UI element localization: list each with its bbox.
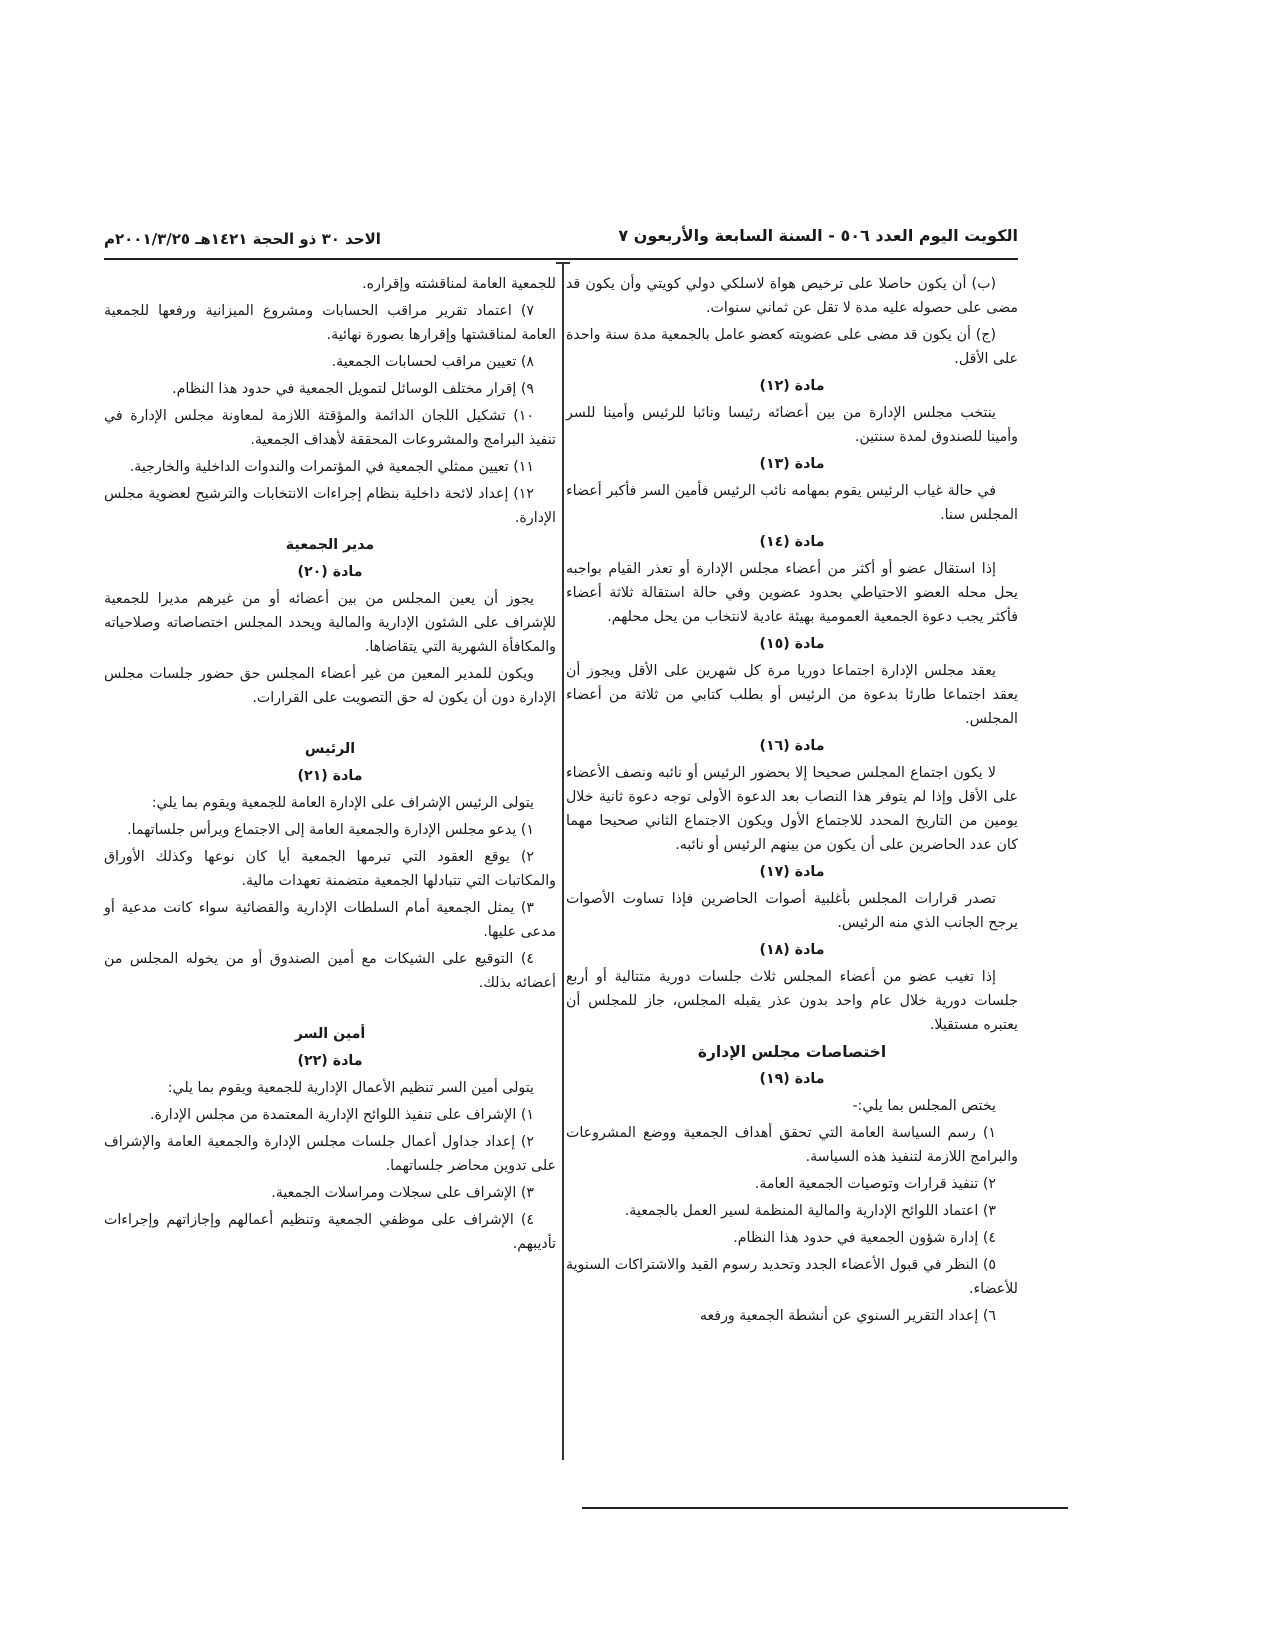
paragraph: ١٠) تشكيل اللجان الدائمة والمؤقتة اللازمة لمعاونة مجلس الإدارة في تنفيذ البرامج والمشروعات المحققة لأهداف الجمعية.: [104, 408, 556, 448]
paragraph: (ج) أن يكون قد مضى على عضويته كعضو عامل بالجمعية مدة سنة واحدة على الأقل.: [566, 327, 1018, 367]
paragraph: لا يكون اجتماع المجلس صحيحا إلا بحضور الرئيس أو نائبه ونصف الأعضاء على الأقل وإذا لم يتوفر هذا النصاب بعد الدعوة الأولى توجه دعوة ثانية خلال يومين من التاريخ المحدد للاجتماع الأول ويكون الاجتماع الثاني صحيحا مهما كان عدد الحاضرين على أن يكون من بينهم الرئيس أو نائبه.: [566, 765, 1018, 853]
left-column: [104, 272, 556, 1259]
paragraph: تصدر قرارات المجلس بأغلبية أصوات الحاضرين فإذا تساوت الأصوات يرجح الجانب الذي منه الرئيس.: [566, 891, 1018, 931]
paragraph: ٨) تعيين مراقب لحسابات الجمعية.: [331, 354, 534, 370]
section-heading: مدير الجمعية: [285, 537, 375, 553]
paragraph: ٥) النظر في قبول الأعضاء الجدد وتحديد رسوم القيد والاشتراكات السنوية للأعضاء.: [566, 1257, 1018, 1297]
paragraph: إذا استقال عضو أو أكثر من أعضاء مجلس الإدارة أو تعذر القيام بواجبه يحل محله العضو الاحتياطي بحدود عضوين وفي حالة استقالة ثلاثة أعضاء فأكثر يجب دعوة الجمعية العمومية بهيئة عادية لانتخاب من يحل محلهم.: [566, 561, 1018, 625]
section-heading: اختصاصات مجلس الإدارة: [697, 1043, 887, 1061]
section-heading: مادة (١٣): [759, 456, 825, 472]
paragraph: للجمعية العامة لمناقشته وإقراره.: [362, 276, 556, 292]
right-column: [566, 272, 1018, 1331]
paragraph: ٩) إقرار مختلف الوسائل لتمويل الجمعية في حدود هذا النظام.: [172, 381, 534, 397]
section-heading: مادة (١٩): [759, 1071, 825, 1087]
page-header: [104, 222, 1018, 260]
paragraph: يتولى الرئيس الإشراف على الإدارة العامة للجمعية ويقوم بما يلي:: [151, 795, 534, 811]
paragraph: ٦) إعداد التقرير السنوي عن أنشطة الجمعية ورفعه: [699, 1308, 996, 1324]
paragraph: ٣) يمثل الجمعية أمام السلطات الإدارية والقضائية سواء كانت مدعية أو مدعى عليها.: [104, 900, 556, 940]
paragraph: ٣) الإشراف على سجلات ومراسلات الجمعية.: [271, 1185, 534, 1201]
column-divider-tick: [556, 262, 570, 264]
paragraph: يعقد مجلس الإدارة اجتماعا دوريا مرة كل شهرين على الأقل ويجوز أن يعقد اجتماعا طارئا بدعوة من الرئيس أو بطلب كتابي من ثلاثة من أعضاء المجلس.: [566, 663, 1018, 727]
paragraph: إذا تغيب عضو من أعضاء المجلس ثلاث جلسات دورية متتالية أو أربع جلسات دورية خلال عام واحد بدون عذر يقبله المجلس، جاز للمجلس أن يعتبره مستقيلا.: [566, 969, 1018, 1033]
spacer: [104, 998, 556, 1020]
paragraph: ٧) اعتماد تقرير مراقب الحسابات ومشروع الميزانية ورفعها للجمعية العامة لمناقشتها وإقرارها بصورة نهائية.: [104, 303, 556, 343]
paragraph: يجوز أن يعين المجلس من بين أعضائه أو من غيرهم مديرا للجمعية للإشراف على الشئون الإدارية والمالية ويحدد المجلس اختصاصاته وصلاحياته والمكافأة الشهرية التي يتقاضاها.: [104, 591, 556, 655]
section-heading: مادة (١٢): [759, 378, 825, 394]
section-heading: الرئيس: [304, 741, 356, 757]
section-heading: مادة (٢١): [297, 768, 363, 784]
section-heading: مادة (١٨): [759, 942, 825, 958]
footer-rule: [582, 1507, 1068, 1509]
paragraph: ١) يدعو مجلس الإدارة والجمعية العامة إلى الاجتماع ويرأس جلساتهما.: [127, 822, 534, 838]
paragraph: ٤) التوقيع على الشيكات مع أمين الصندوق أو من يخوله المجلس من أعضائه بذلك.: [104, 951, 556, 991]
section-heading: أمين السر: [294, 1026, 366, 1042]
paragraph: في حالة غياب الرئيس يقوم بمهامه نائب الرئيس فأمين السر فأكبر أعضاء المجلس سنا.: [566, 483, 1018, 523]
paragraph: ١١) تعيين ممثلي الجمعية في المؤتمرات والندوات الداخلية والخارجية.: [129, 459, 534, 475]
paragraph: يتولى أمين السر تنظيم الأعمال الإدارية للجمعية ويقوم بما يلي:: [167, 1080, 534, 1096]
section-heading: مادة (١٤): [759, 534, 825, 550]
section-heading: مادة (٢٠): [297, 564, 363, 580]
paragraph: ٢) تنفيذ قرارات وتوصيات الجمعية العامة.: [754, 1176, 996, 1192]
header-issue-info: الكويت اليوم العدد ٥٠٦ - السنة السابعة والأربعون ٧: [618, 226, 1018, 245]
paragraph: ١) رسم السياسة العامة التي تحقق أهداف الجمعية ووضع المشروعات والبرامج اللازمة لتنفيذ هذه السياسة.: [566, 1125, 1018, 1165]
column-divider: [562, 262, 564, 1460]
paragraph: ٢) إعداد جداول أعمال جلسات مجلس الإدارة والجمعية العامة والإشراف على تدوين محاضر جلساتهما.: [104, 1134, 556, 1174]
paragraph: ١٢) إعداد لائحة داخلية بنظام إجراءات الانتخابات والترشيح لعضوية مجلس الإدارة.: [104, 486, 556, 526]
spacer: [104, 713, 556, 735]
paragraph: ٢) يوقع العقود التي تبرمها الجمعية أيا كان نوعها وكذلك الأوراق والمكاتبات التي تتبادلها الجمعية متضمنة تعهدات مالية.: [104, 849, 556, 889]
paragraph: يختص المجلس بما يلي:-: [852, 1098, 996, 1114]
paragraph: ٤) الإشراف على موظفي الجمعية وتنظيم أعمالهم وإجازاتهم وإجراءات تأديبهم.: [104, 1212, 556, 1252]
paragraph: ويكون للمدير المعين من غير أعضاء المجلس حق حضور جلسات مجلس الإدارة دون أن يكون له حق التصويت على القرارات.: [104, 666, 556, 706]
paragraph: ينتخب مجلس الإدارة من بين أعضائه رئيسا ونائبا للرئيس وأمينا للسر وأمينا للصندوق لمدة سنتين.: [566, 405, 1018, 445]
section-heading: مادة (٢٢): [297, 1053, 363, 1069]
header-date: الاحد ٣٠ ذو الحجة ١٤٢١هـ ٢٠٠١/٣/٢٥م: [104, 230, 381, 248]
section-heading: مادة (١٥): [759, 636, 825, 652]
section-heading: مادة (١٦): [759, 738, 825, 754]
paragraph: (ب) أن يكون حاصلا على ترخيص هواة لاسلكي دولي كويتي وأن يكون قد مضى على حصوله عليه مدة لا تقل عن ثماني سنوات.: [566, 276, 1018, 316]
paragraph: ١) الإشراف على تنفيذ اللوائح الإدارية المعتمدة من مجلس الإدارة.: [149, 1107, 534, 1123]
paragraph: ٤) إدارة شؤون الجمعية في حدود هذا النظام.: [733, 1230, 996, 1246]
paragraph: ٣) اعتماد اللوائح الإدارية والمالية المنظمة لسير العمل بالجمعية.: [624, 1203, 996, 1219]
section-heading: مادة (١٧): [759, 864, 825, 880]
